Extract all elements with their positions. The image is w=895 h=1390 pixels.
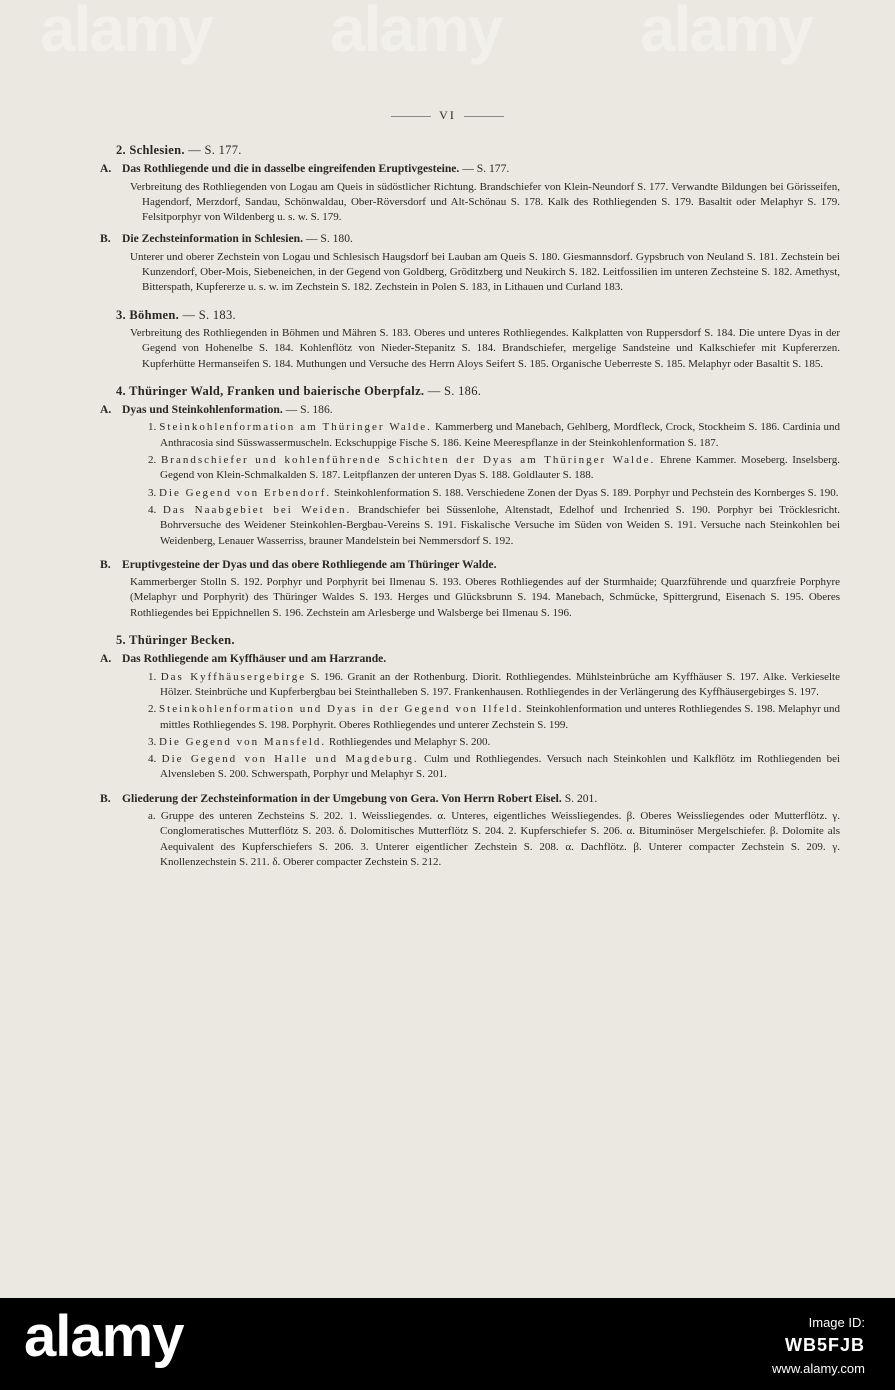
paragraph: Kammerberger Stolln S. 192. Porphyr und Porphyrit bei Ilmenau S. 193. Oberes Rothliegendes auf der Sturmhaide; Quarzführende und quarzfreie Porphyre (Melaphyr und Porphyrit) des Thüringer Waldes S. 193. Herges und Glücksbrunn S. 194. Manebach, Schmücke, Spittergrund, Eisenach S. 195. Oberes Rothliegendes bei Eppichnellen S. 196. Zechstein am Arlesberge und Walsberge bei Ilmenau S. 196.: [130, 576, 840, 619]
paragraph: a. Gruppe des unteren Zechsteins S. 202. 1. Weissliegendes. α. Unteres, eigentliches Weissliegendes. β. Oberes Weissliegendes oder Mutterflötz. γ. Conglomeratisches Mutterflötz S. 203. δ. Dolomitisches Mutterflötz S. 204. 2. Kupferschiefer S. 206. α. Bituminöser Mergelschiefer. β. Dolomite als Aequivalent des Kupferschiefers S. 206. 3. Unterer eigentlicher Zechstein S. 208. α. Dachflötz. β. Unterer compacter Zechstein S. 209. γ. Knollenzechstein S. 211. δ. Oberer compacter Zechstein S. 212.: [148, 809, 840, 868]
paragraph: Unterer und oberer Zechstein von Logau und Schlesisch Haugsdorf bei Lauban am Queis S. 180. Giesmannsdorf. Gypsbruch von Neuland S. 181. Zechstein bei Kunzendorf, Ober-Mois, Siebeneichen, in der Gegend von Goldberg, Gröditzberg und Neukirch S. 182. Leitfossilien im unteren Zechsteine S. 182. Amethyst, Bitterspath, Kupfererze u. s. w. im Zechstein S. 182. Zechstein in Polen S. 183, in Lithauen und Curland 183.: [130, 250, 840, 294]
watermark: alamy: [640, 0, 812, 65]
paragraph: Verbreitung des Rothliegenden in Böhmen und Mähren S. 183. Oberes und unteres Rothliegendes. Kalkplatten von Ruppersdorf S. 184. Die untere Dyas in der Gegend von Hohenelbe S. 184. Kohlenflötz von Nieder-Stepanitz S. 184. Brandschiefer, mergelige Sandsteine und Kalkschiefer mit Kupfererzen. Kupferhütte Hermanseifen S. 184. Muthungen und Versuche des Herrn Aloys Seifert S. 185. Organische Ueberreste S. 185. Melaphyr oder Basaltit S. 185.: [130, 326, 840, 370]
subsection-heading: A. Dyas und Steinkohlenformation. — S. 186.: [100, 403, 333, 417]
list-item: 1. Steinkohlenformation am Thüringer Walde. Kammerberg und Manebach, Gehlberg, Mordfleck, Crock, Stockheim S. 186. Cardinia und Anthracosia sind Süsswassermuscheln. Eckschuppige Fische S. 186. Keine Meerespflanze in der Steinkohlenformation S. 187.: [148, 421, 841, 449]
table-of-contents: [100, 143, 840, 872]
image-id-label: Image ID:: [808, 1315, 865, 1330]
subsection-heading: A. Das Rothliegende und die in dasselbe eingreifenden Eruptivgesteine. — S. 177.: [100, 162, 510, 176]
watermark: alamy: [40, 0, 212, 65]
watermark: alamy: [330, 0, 502, 65]
list-item: 1. Das Kyffhäusergebirge S. 196. Granit an der Rothenburg. Diorit. Rothliegendes. Mühlsteinbrüche am Kyffhäuser S. 197. Alke. Verkieselte Hölzer. Steinbrüche und Kupferbergbau bei Steinthalleben S. 197. Frankenhausen. Rothliegendes in der Verlängerung des Kyffhäusergebirges S. 197.: [148, 670, 840, 698]
section-heading: 2. Schlesien. — S. 177.: [116, 143, 242, 157]
section-heading: 4. Thüringer Wald, Franken und baierische Oberpfalz. — S. 186.: [116, 383, 482, 398]
section-heading: 3. Böhmen. — S. 183.: [116, 307, 236, 322]
section-heading: 5. Thüringer Becken.: [116, 633, 235, 648]
brand-logo: alamy: [24, 1304, 184, 1369]
image-id: WB5FJB: [784, 1335, 865, 1355]
site-url: www.alamy.com: [772, 1361, 865, 1376]
list-item: 2. Brandschiefer und kohlenführende Schichten der Dyas am Thüringer Walde. Ehrene Kammer. Moseberg. Inselsberg. Gegend von Klein-Schmalkalden S. 187. Leitpflanzen der unteren Dyas S. 188. Goldlauter S. 188.: [148, 454, 841, 482]
subsection-heading: B. Gliederung der Zechsteinformation in der Umgebung von Gera. Von Herrn Robert Eisel. S. 201.: [100, 791, 598, 805]
image-id-block: [772, 1312, 865, 1380]
subsection-heading: A. Das Rothliegende am Kyffhäuser und am Harzrande.: [100, 652, 387, 666]
list-item: 3. Die Gegend von Mansfeld. Rothliegendes und Melaphyr S. 200.: [148, 735, 491, 748]
paragraph: Verbreitung des Rothliegenden von Logau am Queis in südöstlicher Richtung. Brandschiefer von Klein-Neundorf S. 177. Verwandte Bildungen bei Görisseifen, Hagendorf, Merzdorf, Sandau, Schönwaldau, Ober-Röversdorf und Alt-Schönau S. 178. Kalk des Rothliegenden S. 179. Basaltit oder Melaphyr S. 179. Felsitporphyr von Wildenberg u. s. w. S. 179.: [130, 180, 840, 224]
list-item: 2. Steinkohlenformation und Dyas in der Gegend von Ilfeld. Steinkohlenformation und unteres Rothliegendes S. 198. Melaphyr und mittles Rothliegendes S. 198. Porphyrit. Oberes Rothliegendes und unterer Zechstein S. 199.: [148, 703, 841, 731]
list-item: 3. Die Gegend von Erbendorf. Steinkohlenformation S. 188. Verschiedene Zonen der Dyas S. 189. Porphyr und Pechstein des Kornberges S. 190.: [148, 486, 839, 499]
page-number: VI: [0, 108, 895, 123]
list-item: 4. Das Naabgebiet bei Weiden. Brandschiefer bei Süssenlohe, Altenstadt, Edelhof und Irchenried S. 190. Porphyr bei Tröcklesricht. Bohrversuche des Weidener Steinkohlen-Bergbau-Vereins S. 191. Fiskalische Versuche im Süden von Weiden S. 191. Versuche nach Steinkohlen bei Weidenberg, Lenauer Wasserriss, brauner Mandelstein bei Nemmersdorf S. 192.: [148, 503, 841, 547]
list-item: 4. Die Gegend von Halle und Magdeburg. Culm und Rothliegendes. Versuch nach Steinkohlen und Kalkflötz im Rothliegenden bei Alvensleben S. 200. Schwerspath, Porphyr und Melaphyr S. 201.: [148, 753, 841, 781]
subsection-heading: B. Eruptivgesteine der Dyas und das obere Rothliegende am Thüringer Walde.: [100, 557, 497, 571]
subsection-heading: B. Die Zechsteinformation in Schlesien. — S. 180.: [100, 232, 353, 246]
